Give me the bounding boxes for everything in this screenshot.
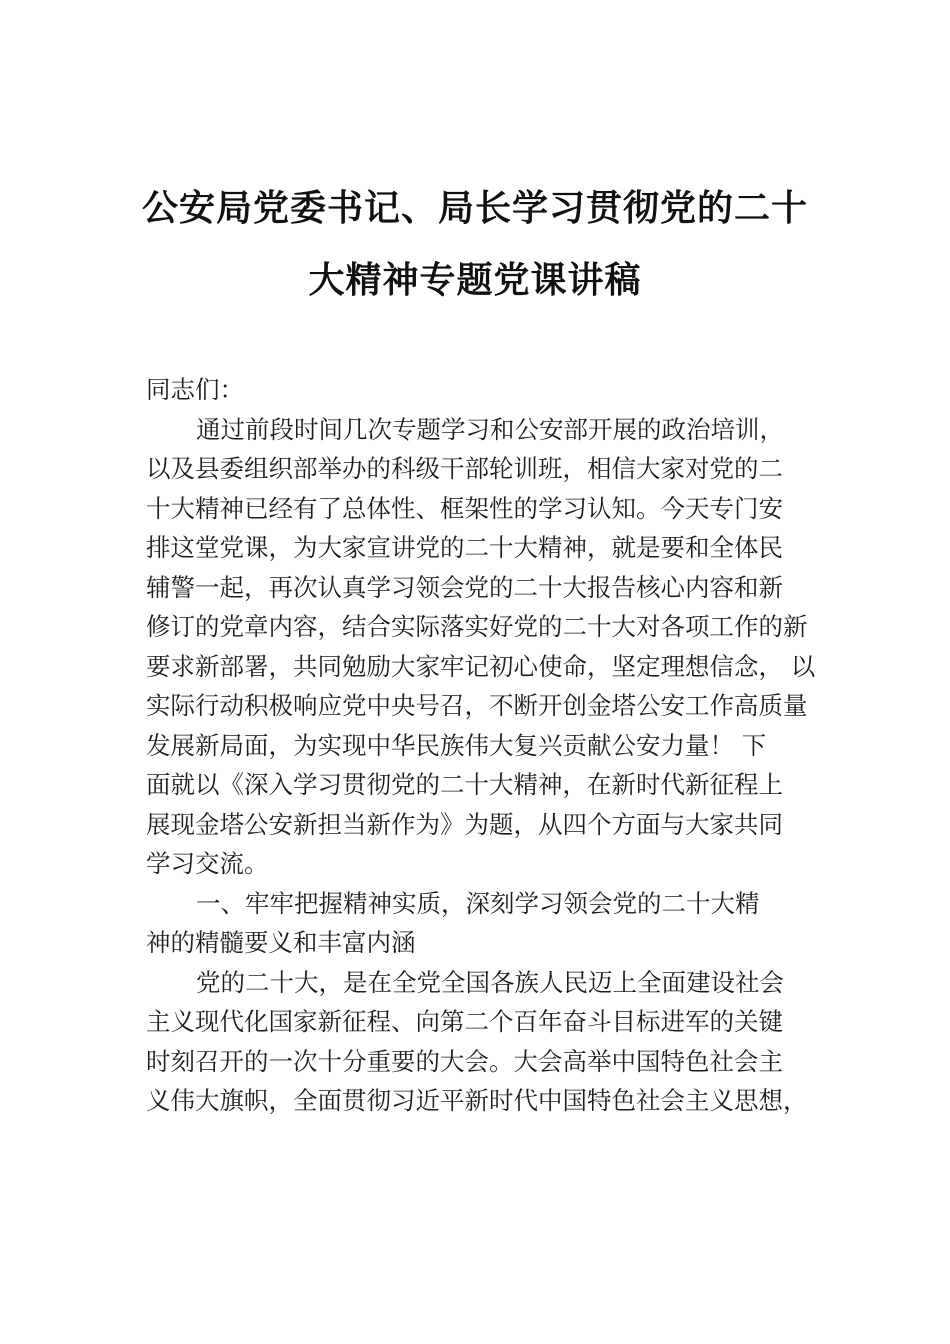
paragraph-1-line: 排这堂党课，为大家宣讲党的二十大精神，就是要和全体民 [146,533,783,562]
paragraph-1-line: 辅警一起，再次认真学习领会党的二十大报告核心内容和新 [146,572,783,602]
salutation: 同志们： [146,375,244,404]
paragraph-1-line: 十大精神已经有了总体性、框架性的学习认知。今天专门安 [146,493,783,523]
paragraph-2-line: 党的二十大，是在全党全国各族人民迈上全面建设社会 [196,967,784,997]
paragraph-1-line: 以及县委组织部举办的科级干部轮训班，相信大家对党的二 [146,454,783,483]
section-1-heading-line: 一、牢牢把握精神实质，深刻学习领会党的二十大精 [196,888,760,918]
document-title-line-1: 公安局党委书记、局长学习贯彻党的二十 [141,188,808,229]
paragraph-1-line: 学习交流。 [146,849,269,878]
paragraph-2-line: 义伟大旗帜，全面贯彻习近平新时代中国特色社会主义思想， [146,1086,808,1115]
paragraph-1-line: 发展新局面，为实现中华民族伟大复兴贡献公安力量！ 下 [146,730,767,760]
document-title-line-2: 大精神专题党课讲稿 [308,260,642,301]
paragraph-1 [146,410,826,884]
paragraph-1-line: 要求新部署，共同勉励大家牢记初心使命，坚定理想信念， 以 [146,651,816,681]
paragraph-1-line: 展现金塔公安新担当新作为》为题，从四个方面与大家共同 [146,809,783,839]
paragraph-1-line: 实际行动积极响应党中央号召，不断开创金塔公安工作高质量 [146,691,808,720]
document-body [146,370,826,1121]
section-1-heading [146,884,826,963]
paragraph-1-line: 面就以《深入学习贯彻党的二十大精神，在新时代新征程上 [146,770,783,799]
paragraph-2-line: 主义现代化国家新征程、向第二个百年奋斗目标进军的关键 [146,1007,783,1036]
paragraph-2 [146,963,826,1121]
section-1-heading-line: 神的精髓要义和丰富内涵 [146,928,416,957]
paragraph-2-line: 时刻召开的一次十分重要的大会。大会高举中国特色社会主 [146,1046,783,1076]
paragraph-1-line: 通过前段时间几次专题学习和公安部开展的政治培训， [196,414,784,444]
paragraph-1-line: 修订的党章内容，结合实际落实好党的二十大对各项工作的新 [146,612,808,641]
